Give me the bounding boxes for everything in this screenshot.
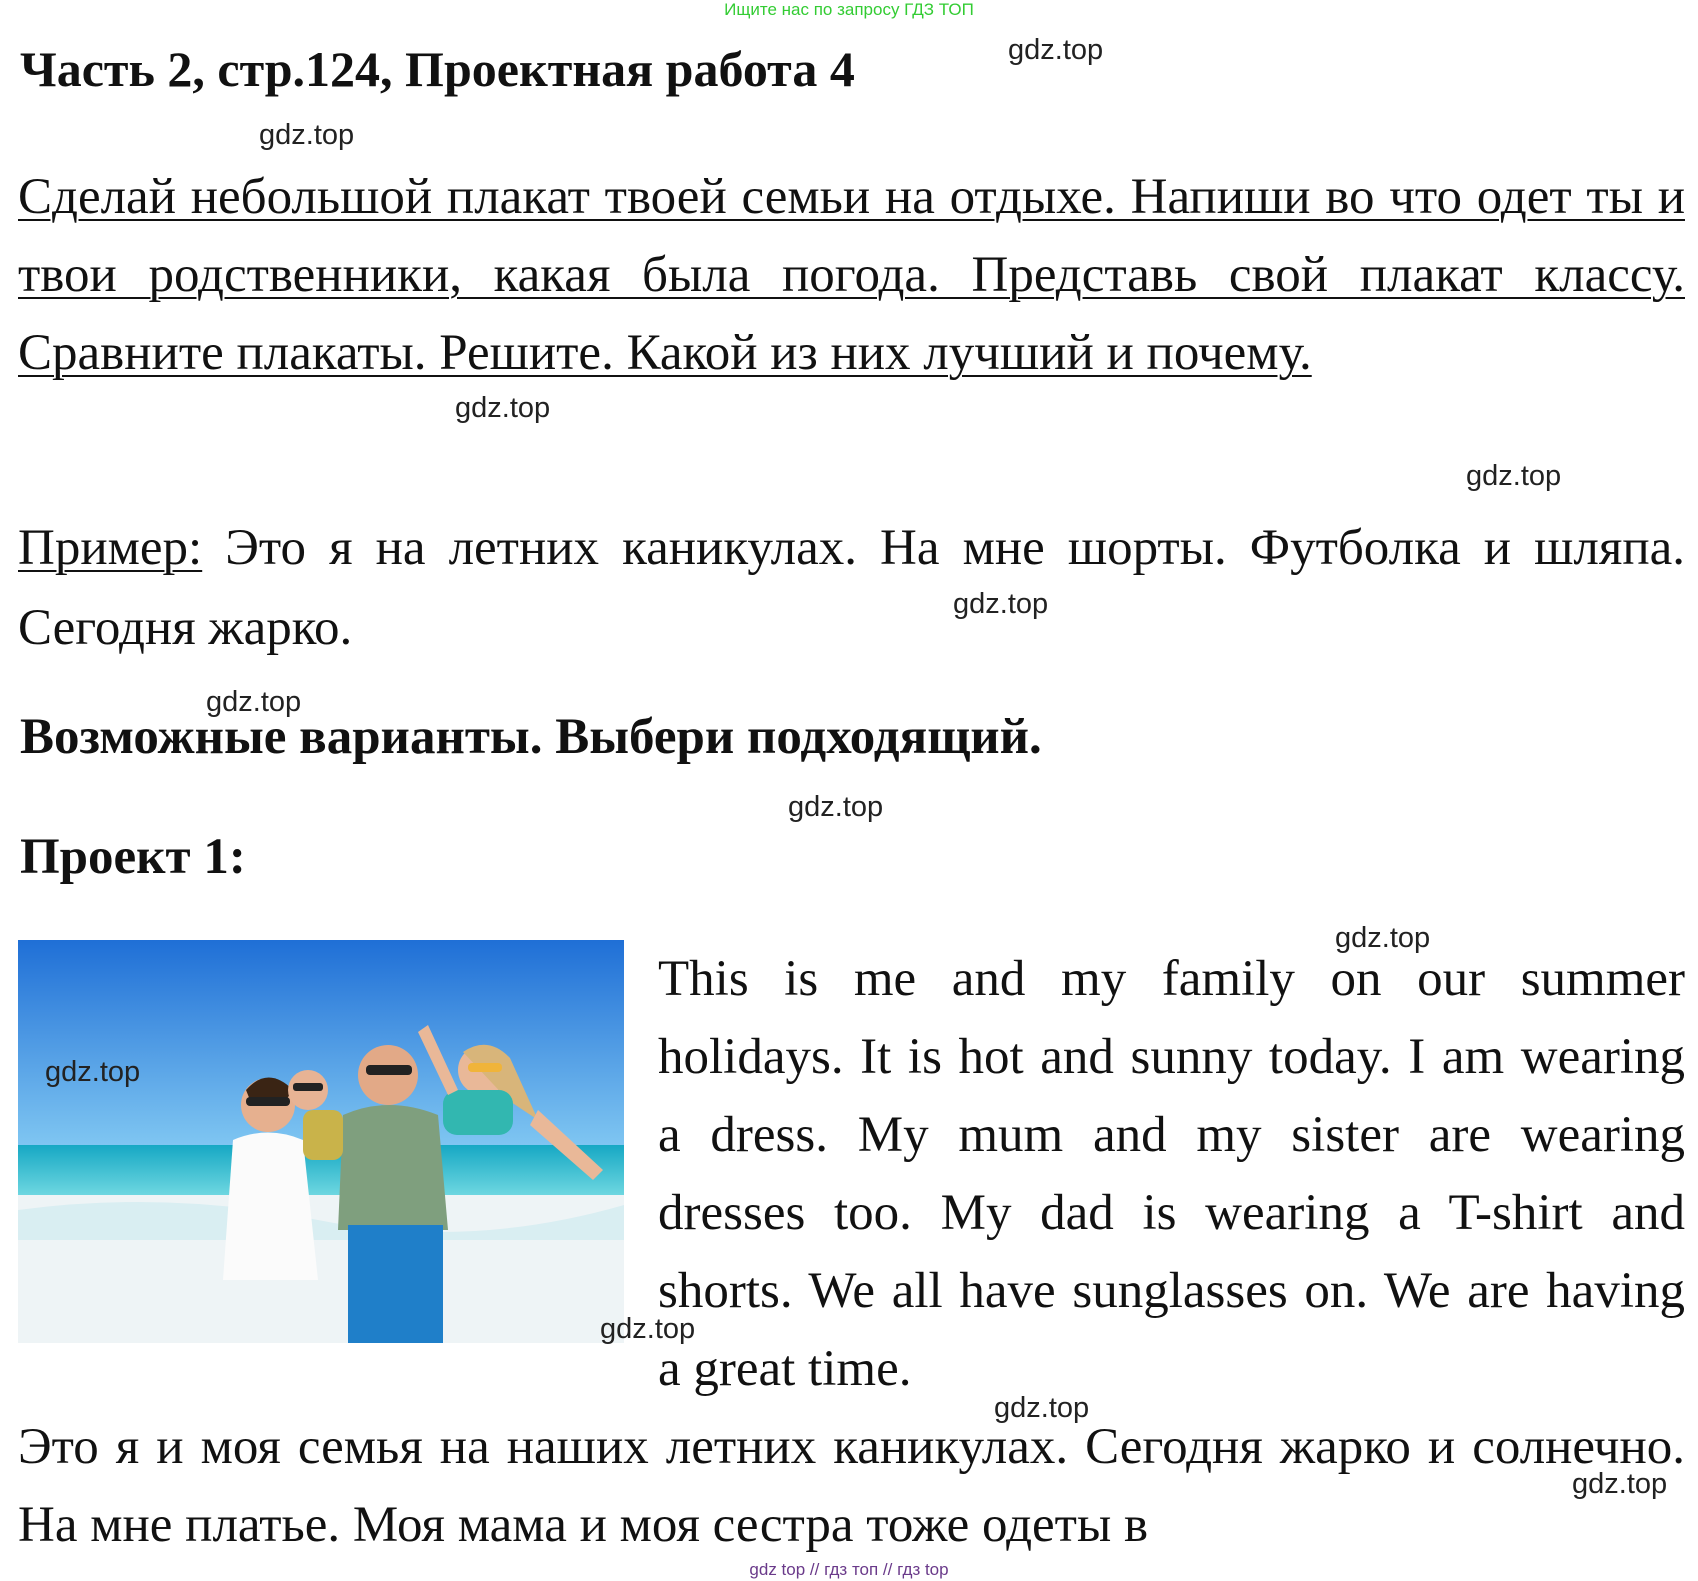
family-beach-photo [18,940,624,1343]
watermark: gdz.top [600,1313,696,1345]
watermark: gdz.top [1008,34,1104,66]
watermark: gdz.top [788,791,884,823]
example-text: Это я на летних каникулах. На мне шорты. Футболка и шляпа. Сегодня жарко. [18,520,1685,656]
watermark: gdz.top [1466,460,1562,492]
top-banner: Ищите нас по запросу ГДЗ ТОП [724,0,974,19]
example-block [18,508,1685,668]
watermark: gdz.top [953,588,1049,620]
example-label: Пример: [18,520,203,576]
watermark: gdz.top [206,686,302,718]
english-text: This is me and my family on our summer holidays. It is hot and sunny today. I am wearing a dress. My mum and my sister are wearing dresses too. My dad is wearing a T-shirt and shorts. We all have sunglasses on. We are having a great time. [658,951,1685,1397]
russian-translation: Это я и моя семья на наших летних каникулах. Сегодня жарко и солнечно. На мне платье. Моя мама и моя сестра тоже одеты в [18,1419,1685,1553]
watermark: gdz.top [259,119,355,151]
photo-illustration [18,940,624,1343]
page-title: Часть 2, стр.124, Проектная работа 4 [20,41,855,97]
watermark: gdz.top [994,1392,1090,1424]
task-text: Сделай небольшой плакат твоей семьи на отдыхе. Напиши во что одет ты и твои родственники, какая была погода. Представь свой плакат классу. Сравните плакаты. Решите. Какой из них лучший и почему. [18,169,1685,381]
watermark: gdz.top [1335,922,1431,954]
variants-heading: Возможные варианты. Выбери подходящий. [20,709,1042,765]
watermark: gdz.top [45,1056,141,1088]
watermark: gdz.top [1572,1468,1668,1500]
footer-links: gdz top // гдз топ // гдз top [749,1560,949,1579]
watermark: gdz.top [455,392,551,424]
project-heading: Проект 1: [20,829,246,885]
